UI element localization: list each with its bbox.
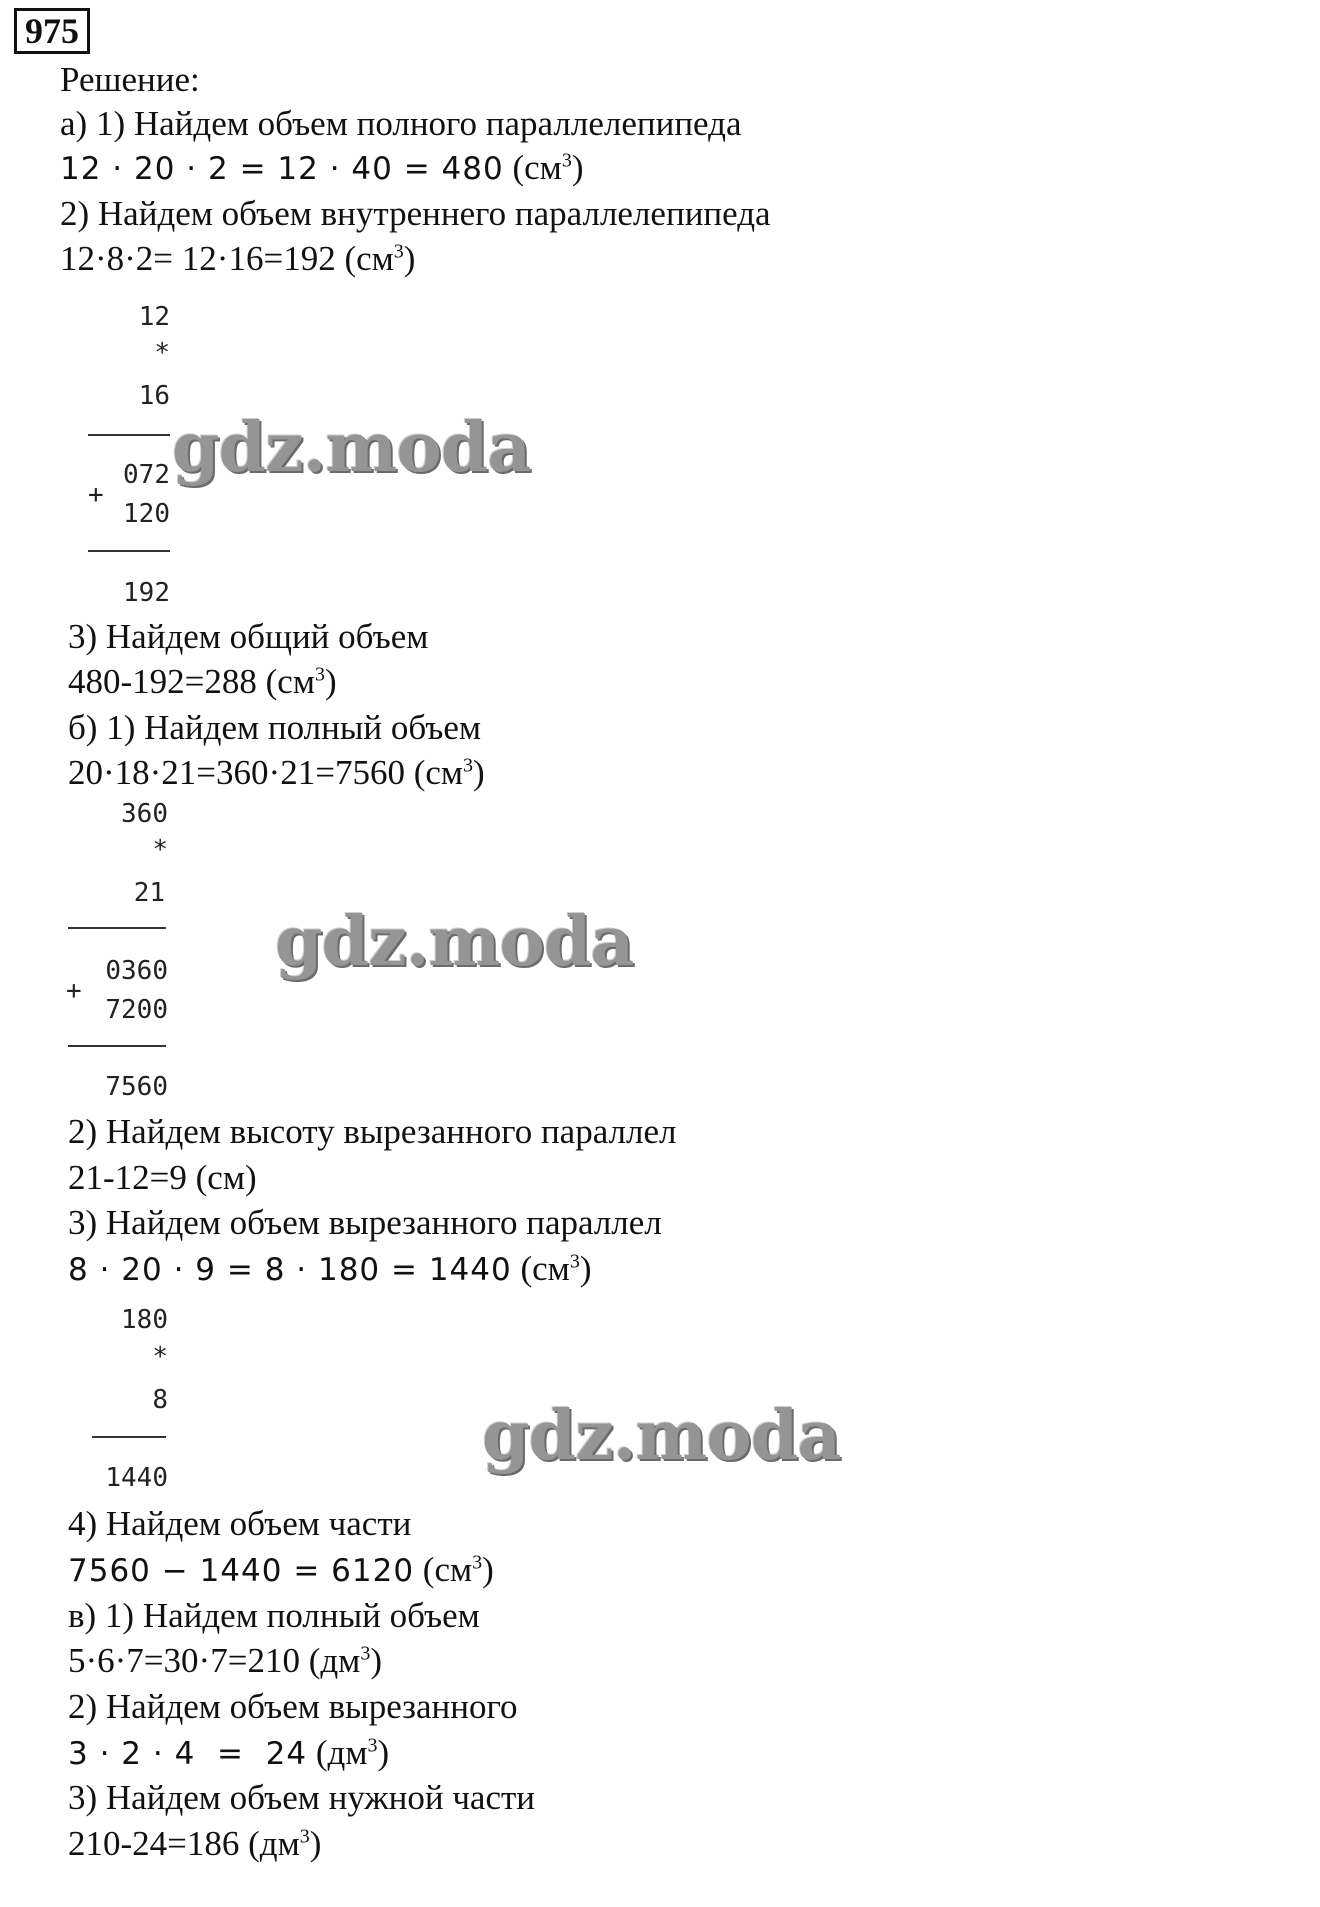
part-c-step1-title: в) 1) Найдем полный объем bbox=[68, 1596, 480, 1635]
unit-cm: (см) bbox=[195, 1158, 257, 1197]
part-c-step1-expr: 5·6·7=30·7=210 bbox=[68, 1641, 300, 1680]
col-a-rule-2 bbox=[88, 550, 170, 552]
part-b-step4-expr: 7560 − 1440 = 6120 bbox=[68, 1553, 415, 1589]
part-c-step3-line bbox=[68, 1822, 321, 1866]
part-a-step2-expr: 12·8·2= 12·16=192 bbox=[60, 239, 336, 278]
part-a-step3-line bbox=[68, 660, 337, 704]
unit-open: (см bbox=[344, 239, 394, 278]
part-a-step3-title: 3) Найдем общий объем bbox=[68, 617, 429, 656]
col-b-partial2: 7200 bbox=[105, 995, 168, 1025]
col-b-result: 7560 bbox=[105, 1072, 168, 1102]
unit-close: ) bbox=[377, 1733, 390, 1772]
part-a-step2-title: 2) Найдем объем внутреннего параллелепипеда bbox=[60, 194, 771, 233]
col-b-top: 360 bbox=[121, 799, 168, 829]
col-b2-op: * bbox=[152, 1342, 168, 1372]
col-a-op: * bbox=[154, 338, 170, 368]
col-b2-bottom: 8 bbox=[152, 1385, 168, 1415]
unit-exp: 3 bbox=[463, 754, 474, 777]
part-c-step2-title: 2) Найдем объем вырезанного bbox=[68, 1687, 518, 1726]
col-b2-result: 1440 bbox=[105, 1463, 168, 1493]
unit-open: (см bbox=[422, 1550, 473, 1589]
part-b-step2-line bbox=[68, 1156, 257, 1200]
part-a-step1-title: а) 1) Найдем объем полного параллелепипеда bbox=[60, 104, 742, 143]
unit-exp: 3 bbox=[360, 1642, 371, 1665]
unit-open: (см bbox=[265, 662, 315, 701]
unit-close: ) bbox=[571, 148, 584, 187]
unit-exp: 3 bbox=[367, 1734, 378, 1757]
task-number: 975 bbox=[14, 8, 90, 54]
watermark-1: gdz.moda bbox=[172, 408, 531, 488]
unit-open: (см bbox=[520, 1249, 570, 1288]
col-a-partial2: 120 bbox=[123, 499, 170, 529]
part-a-step2-line bbox=[60, 237, 415, 281]
solution-heading: Решение: bbox=[60, 60, 200, 99]
col-b-plus: + bbox=[66, 976, 82, 1006]
unit-exp: 3 bbox=[472, 1551, 483, 1574]
part-c-step2-expr: 3 · 2 · 4 = 24 bbox=[68, 1736, 308, 1772]
part-a-step1-expr: 12 · 20 · 2 = 12 · 40 = 480 bbox=[60, 151, 504, 187]
unit-open: (см bbox=[512, 148, 562, 187]
part-a-step3-expr: 480-192=288 bbox=[68, 662, 257, 701]
part-b-step3-expr: 8 · 20 · 9 = 8 · 180 = 1440 bbox=[68, 1252, 512, 1288]
part-b-step4-title: 4) Найдем объем части bbox=[68, 1504, 412, 1543]
col-a-plus: + bbox=[88, 480, 104, 510]
unit-open: (дм bbox=[308, 1641, 361, 1680]
part-b-step2-title: 2) Найдем высоту вырезанного параллел bbox=[68, 1112, 677, 1151]
part-c-step3-title: 3) Найдем объем нужной части bbox=[68, 1778, 536, 1817]
col-a-rule-1 bbox=[88, 434, 170, 436]
col-a-result: 192 bbox=[123, 578, 170, 608]
unit-exp: 3 bbox=[299, 1825, 310, 1848]
unit-exp: 3 bbox=[569, 1250, 580, 1273]
col-b2-rule bbox=[92, 1436, 166, 1438]
part-b-step1-expr: 20·18·21=360·21=7560 bbox=[68, 753, 405, 792]
watermark-3: gdz.moda bbox=[482, 1396, 841, 1476]
unit-close: ) bbox=[309, 1824, 322, 1863]
col-b-rule-1 bbox=[68, 927, 166, 929]
col-b-rule-2 bbox=[68, 1045, 166, 1047]
unit-exp: 3 bbox=[393, 240, 404, 263]
part-c-step2-line bbox=[68, 1731, 389, 1776]
col-a-partial1: 072 bbox=[123, 460, 170, 490]
part-b-step4-line bbox=[68, 1548, 494, 1593]
part-c-step1-line bbox=[68, 1639, 382, 1683]
col-a-bottom: 16 bbox=[138, 381, 170, 411]
col-b-op: * bbox=[152, 835, 168, 865]
col-b2-top: 180 bbox=[121, 1305, 168, 1335]
unit-close: ) bbox=[579, 1249, 592, 1288]
col-b-bottom: 21 bbox=[133, 878, 165, 908]
part-b-step2-expr: 21-12=9 bbox=[68, 1158, 187, 1197]
unit-close: ) bbox=[473, 753, 485, 792]
unit-exp: 3 bbox=[315, 663, 325, 686]
part-b-step1-title: б) 1) Найдем полный объем bbox=[68, 708, 482, 747]
unit-open: (дм bbox=[315, 1733, 368, 1772]
unit-open: (см bbox=[413, 753, 464, 792]
unit-close: ) bbox=[482, 1550, 494, 1589]
unit-open: (дм bbox=[248, 1824, 300, 1863]
unit-close: ) bbox=[403, 239, 416, 278]
col-b-partial1: 0360 bbox=[105, 956, 168, 986]
watermark-2: gdz.moda bbox=[275, 902, 634, 982]
unit-close: ) bbox=[325, 662, 337, 701]
part-b-step1-line bbox=[68, 751, 485, 795]
part-b-step3-line bbox=[68, 1247, 591, 1292]
unit-close: ) bbox=[370, 1641, 382, 1680]
part-a-step1-line bbox=[60, 146, 583, 191]
part-b-step3-title: 3) Найдем объем вырезанного параллел bbox=[68, 1203, 662, 1242]
col-a-top: 12 bbox=[138, 302, 170, 332]
part-c-step3-expr: 210-24=186 bbox=[68, 1824, 240, 1863]
unit-exp: 3 bbox=[561, 149, 572, 172]
